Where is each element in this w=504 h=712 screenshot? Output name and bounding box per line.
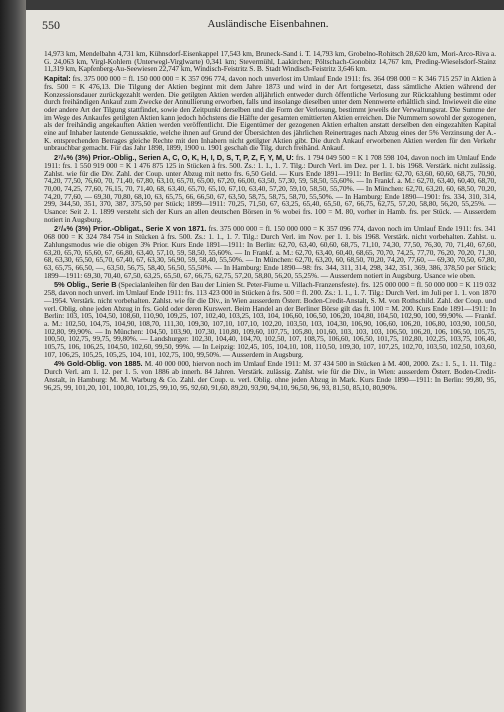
paragraph-text: M. 40 000 000, hiervon noch im Umlauf Ende 1911: M. 37 434 500 in Stücken à M. 400, 2000. Zs.: 1. 5., 1. 11. Tilg.: Durch Verl. am 1. 12. per 1. 5. von 1886 ab innerh. 84 Jahren. Verstärk. zulässig. Zahlst. wie für die Div., in Wien: ausserdem Österr. Boden-Credit-Anstalt, in Hamburg: M. M. Warburg & Co. Zahl. der Coup. u. verl. Oblig. ohne jeden Abzug in Mark. Kurs Ende 1890—1911: In Berlin: 99,80, 95, 96,25, 99, 101,20, 101, 100,80, 101,25, 99,10, 95, 92,60, 91,60, 89,20, 93,90, 94,10, 96,50, 96, 93, 81,50, 85,10, 80,90%. [44,359,496,392]
paragraph-gold-oblig-1885 [44,360,496,391]
paragraph-text: (Specialanleihen für den Bau der Linien St. Peter-Fiume u. Villach-Franzensfeste). frs. 125 000 000 = fl. 50 000 000 = K 119 032 258, davon noch unverl. im Umlauf Ende 1911: frs. 113 423 000 in Stücken à frs. 500 = fl. 200. Zs.: 1. 1., 1. 7. Tilg.: Durch Verl. im Juli per 1. 1. von 1870—1954. Verstärk. nicht vorbehalten. Zahlst. wie für die Div., in Wien ausserdem Österr. Boden-Credit-Anstalt, S. M. von Rothschild. Zahl. der Coup. und verl. Oblig. ohne jeden Abzug in frs. Gold oder deren Kurswert. Beim Handel an der Berliner Börse gilt das ft. 100 = M. 200. Kurs Ende 1891—1911: In Berlin: 103, 105, 104,50, 108,60, 110,90, 109,25, 107, 102,40, 103,25, 103, 104, 106,60, 106,50, 106,20, 104,80, 104,50, 102,90, 100, 99,90%. — Frankf. a. M.: 102,50, 104,75, 104,90, 108,70, 111,30, 109,30, 107,10, 107,10, 102,20, 103,50, 103, 104,30, 106,90, 106,60, 106,20, 106,80, 103,90, 100,50, 102,80, 99,90%. — In München: 104,50, 103,90, 107,30, 110,80, 109,60, 107,75, 105,80, 101,60, 103, 103, 103, 106,50, 106,20, 106, 106,50, 105,75, 100,50, 102,75, 99,75, 99,80%. — Landshurger: 102,30, 104,40, 104,70, 102,50, 107, 108,75, 106,60, 106,50, 101,75, 102,80, 102,25, 103,75, 106,40, 105,75, 106, 106,25, 104,50, 102,60, 99,50, 99%. — In Leipzig: 102,45, 105, 104,10, 108, 110,50, 109,30, 107, 107,25, 102,70, 103,50, 102,50, 103,60, 107, 106,25, 105,25, 105,25, 104, 101, 102,75, 100, 99,50%. — Ausserdem in Augsburg. [44,280,496,359]
paragraph-text: 14,973 km, Mendelbahn 4,731 km, Kühnsdorf-Eisenkappel 17,543 km, Bruneck-Sand i. T. 14,793 km, Grobelno-Rohitsch 28,620 km, Mori-Arco-Riva a. G. 24,063 km, Virgl-Kohlern (Unterwegl-Virglwarte) 0,341 km; Stevermühl, Laakirchen; Pöltschach-Gonobitz 14,767 km, Preding-Wieselsdorf-Stainz 11,319 km, Kapfenberg-Au-Seewiesen 22,747 km, Windisch-Feistritz S. B. Stadt Windisch-Feistritz 3,646 km. [44,49,496,74]
paragraph-heading: 4% Gold-Oblig. von 1885. [54,359,143,369]
paragraph-heading: Kapital: [44,74,71,84]
paragraph-heading: 5% Oblig., Serie B [54,280,117,290]
page-number: 550 [42,18,60,32]
paragraph-text: frs. 1 794 049 500 = K 1 708 598 104, davon noch im Umlauf Ende 1911: frs. 1 550 919 000 = K 1 476 875 125 in Stücken à frs. 500. Zs.: 1. 1., 1. 7. Tilg.: Durch Verl. im Dez. per 1. 1. bis 1968. Verstärk. nicht zulässig. Zahlst. wie für die Div. Zahl. der Coup. unter Abzug mit netto frs. 6,50 Geld. — Kurs Ende 1891—1911: In Berlin: 62,70, 63,60, 60,60, 68,75, 70,90, 74,20, 77,50, 76,60, 70, 71,40, 67,80, 63,10, 65,70, 65,00, 67,20, 66,00, 63,50, 57,30, 59, 58,50, 55,60%. — In Frankf. a. M.: 62,70, 63,40, 60,40, 68,70, 70,00, 74,25, 77,60, 76,15, 70, 71,40, 68, 63,40, 65,70, 65,10, 67,10, 63,40, 57,20, 59,10, 58,50, 55,70%. — In München: 62,70, 63,20, 60, 68,50, 70,20, 74,20, 77,60, — 69,30, 70,80, 68,10, 63, 65,75, 66, 66,50, 67, 63,50, 58,75, 58,75, 58,70, 55,50%. — In Hamburg: Ende 1890—1901: frs. 334, 310, 314, 299, 344,50, 351, 370, 387, 375,50 per Stück; 1899—1911: 70,25, 71,50, 67, 63,25, 65,40, 65,50, 67, 66,75, 62,75, 57,20, 58,80, 56,20, 55,25%. — Usance: Seit 2. 1. 1899 versteht sich der Kurs an allen deutschen Börsen in % wobei frs. 100 = M. 80, vorher in Hamb. frs. per Stück. — Ausserdem notiert in Augsburg. [44,153,496,224]
scanned-page [26,10,504,712]
paragraph-route-lengths [44,50,496,73]
running-title: Ausländische Eisenbahnen. [207,18,329,30]
paragraph-oblig-serie-b [44,281,496,358]
paragraph-heading: 2⁷/₈% (3%) Prior.-Oblig., Serien A, C, O, K, H, I, D, S, T, P, Z, F, Y, M, U: [54,153,294,163]
paragraph-text: frs. 375 000 000 = fl. 150 000 000 = K 357 096 774, davon noch unverlost im Umlauf Ende 1911: frs. 364 098 000 = K 346 715 257 in Aktien à frs. 500 = K 476,13. Die Tilgung der Aktien beginnt mit dem Jahre 1873 und wird in der Art fortgesetzt, dass sämtliche Aktien während der Konzessionsdauer zurückgezahlt werden. Die getilgten Aktien werden alljährlich entweder durch öffentliche Verlosung zur Rückzahlung bestimmt oder durch freihändigen Ankauf zum Zwecke der Annullierung erworben, falls und insolange dieselben unter dem Nennwerte erhältlich sind. Inwieweit die eine oder andere Art der Tilgung stattfindet, sowie den Zeitpunkt derselben und die Form der Verlosung, bestimmt jeweils der Verwaltungsrat. Die Summe der im Wege des Ankaufes getilgten Aktien kann jedoch höchstens die Hälfte der gesamten emittierten Aktien erreichen. Die Nummern sowohl der gezogenen, als der freihändig angekauften Aktien werden veröffentlicht. Die Eigentümer der gezogenen Aktien erhalten anstatt derselben den eingezahlten Kapital eine auf Inhaber lautende Genussaktie, welche ihnen auf Grund der Übersichten des jährlichen Reinertrages nach Abzug eines der 5% Verzinsung der A.-K. entsprechenden Betrages gleiche Rechte mit den Inhabern nicht getilgter Aktien gibt. Die durch Ankauf erworbenen Aktien werden für den Verkehr unbrauchbar gemacht. Für das Jahr 1898, 1899, 1900 u. 1901 geschah die Tilg. durch freihänd. Ankauf. [44,74,496,153]
page-body [44,50,496,391]
book-gutter-shadow [0,0,26,712]
paragraph-text: frs. 375 000 000 = fl. 150 000 000 = K 357 096 774, davon noch im Umlauf Ende 1911: frs. 341 068 000 = K 324 784 754 in Stücken à frs. 500. Zs.: 1. 1., 1. 7. Tilg.: Durch Verl. im Nov. per 1. 1. bis 1968. Verstärk. nicht vorbehalten. Zahlst. u. Zahlungsmodus wie die obigen 3% Prior. Kurs Ende 1891—1911: In Berlin: 62,70, 63,40, 60,60, 68,75, 71,10, 74,30, 77,50, 76,30, 70, 71,40, 67,60, 63,20, 65,70, 65,60, 67, 66,80, 63,40, 57,10, 59, 58,50, 55,60%. — In Frankf. a. M.: 62,70, 63,40, 60,40, 68,65, 70,70, 74,25, 77,70, 76,20, 70,20, 71,30, 68, 63,30, 65,50, 65,70, 67,40, 67, 63,30, 56,90, 59, 58,40, 55,50%. — In München: 62,70, 63,20, 60, 68,50, 70,20, 74,20, 77,60, — 69,30, 70,50, 67,80, 63, 65,75, 66,50, —, 63,50, 56,75, 58,40, 56,50, 55,50%. — In Hamburg: Ende 1890—98: frs. 344, 311, 314, 298, 342, 351, 369, 386, 378,50 per Stück; 1899—1911: 69,30, 70,40, 67,50, 63,25, 65,50, 67, 66,75, 62,75, 57,20, 58,80, 56,20, 55,25%. — Ausserdem notiert in Augsburg. Usance wie oben. [44,224,496,280]
page-header [42,18,494,34]
paragraph-kapital [44,75,496,152]
paragraph-prior-oblig-serien [44,154,496,223]
paragraph-heading: 2⁷/₈% (3%) Prior.-Obligat., Serie X von 1871. [54,224,207,234]
paragraph-prior-oblig-serie-x [44,225,496,279]
